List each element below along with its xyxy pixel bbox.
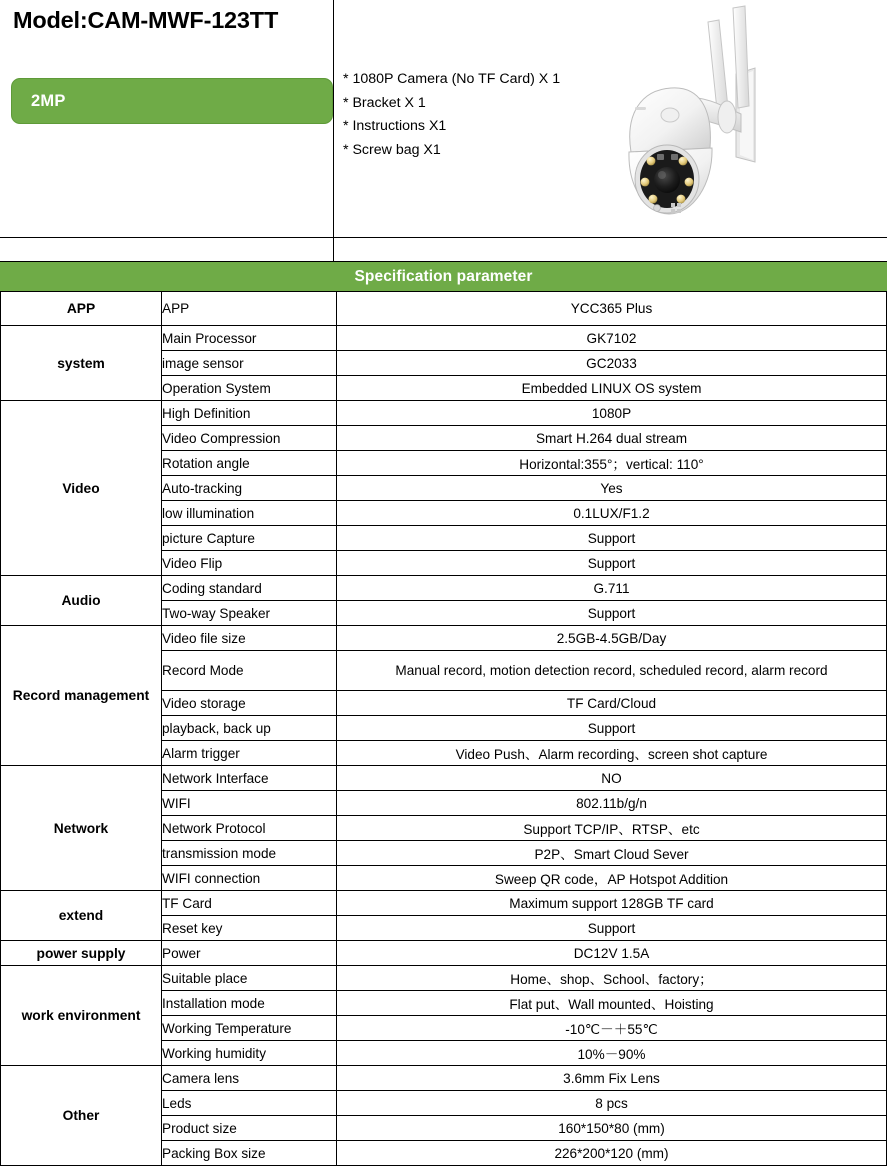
specification-table-body — [1, 292, 887, 1166]
param-label: Video Flip — [162, 551, 337, 576]
param-value: NO — [337, 766, 887, 791]
param-value: Support — [337, 716, 887, 741]
param-label: Power — [162, 941, 337, 966]
param-value: 226*200*120 (mm) — [337, 1141, 887, 1166]
param-label: Suitable place — [162, 966, 337, 991]
param-value: TF Card/Cloud — [337, 691, 887, 716]
param-label: Two-way Speaker — [162, 601, 337, 626]
header-left-panel — [0, 0, 334, 237]
table-row — [1, 941, 887, 966]
group-label: Other — [1, 1066, 162, 1166]
resolution-badge-label: 2MP — [31, 91, 66, 110]
specification-section-title: Specification parameter — [0, 262, 887, 291]
param-label: Main Processor — [162, 326, 337, 351]
param-value: Yes — [337, 476, 887, 501]
param-label: Camera lens — [162, 1066, 337, 1091]
param-value: 0.1LUX/F1.2 — [337, 501, 887, 526]
list-item: * Bracket X 1 — [343, 94, 426, 111]
param-value: Sweep QR code，AP Hotspot Addition — [337, 866, 887, 891]
param-value: 160*150*80 (mm) — [337, 1116, 887, 1141]
param-label: TF Card — [162, 891, 337, 916]
page-title: Model:CAM-MWF-123TT — [13, 7, 279, 33]
table-row — [1, 1066, 887, 1091]
param-label: Operation System — [162, 376, 337, 401]
table-row — [1, 891, 887, 916]
param-label: Product size — [162, 1116, 337, 1141]
table-row — [1, 766, 887, 791]
param-label: WIFI — [162, 791, 337, 816]
param-value: YCC365 Plus — [337, 292, 887, 326]
param-value: Support — [337, 601, 887, 626]
param-label: Working Temperature — [162, 1016, 337, 1041]
resolution-badge — [11, 78, 333, 124]
param-label: WIFI connection — [162, 866, 337, 891]
param-value: GC2033 — [337, 351, 887, 376]
param-label: picture Capture — [162, 526, 337, 551]
table-row — [1, 626, 887, 651]
param-label: Alarm trigger — [162, 741, 337, 766]
group-label: Record management — [1, 626, 162, 766]
table-row — [1, 966, 887, 991]
param-value: Manual record, motion detection record, scheduled record, alarm record — [337, 651, 887, 691]
list-item: * Screw bag X1 — [343, 141, 441, 158]
param-label: Video file size — [162, 626, 337, 651]
spacer-row — [0, 238, 887, 262]
param-value: 10%－90% — [337, 1041, 887, 1066]
group-label: Video — [1, 401, 162, 576]
table-row — [1, 401, 887, 426]
param-value: Flat put、Wall mounted、Hoisting — [337, 991, 887, 1016]
param-value: 1080P — [337, 401, 887, 426]
param-value: Smart H.264 dual stream — [337, 426, 887, 451]
group-label: power supply — [1, 941, 162, 966]
param-label: Reset key — [162, 916, 337, 941]
table-row — [1, 292, 887, 326]
camera-product-image — [595, 2, 865, 234]
group-label: system — [1, 326, 162, 401]
param-label: High Definition — [162, 401, 337, 426]
table-row — [1, 326, 887, 351]
specification-table — [0, 291, 887, 1166]
param-value: Support — [337, 916, 887, 941]
param-value: Horizontal:355°；vertical: 110° — [337, 451, 887, 476]
param-value: Support — [337, 551, 887, 576]
param-label: transmission mode — [162, 841, 337, 866]
list-item: * Instructions X1 — [343, 118, 447, 134]
package-contents-list — [343, 68, 560, 162]
group-label: APP — [1, 292, 162, 326]
group-label: work environment — [1, 966, 162, 1066]
param-label: Packing Box size — [162, 1141, 337, 1166]
param-value: 8 pcs — [337, 1091, 887, 1116]
param-value: Support TCP/IP、RTSP、etc — [337, 816, 887, 841]
param-value: Home、shop、School、factory； — [337, 966, 887, 991]
param-value: 2.5GB-4.5GB/Day — [337, 626, 887, 651]
param-value: 3.6mm Fix Lens — [337, 1066, 887, 1091]
param-value: Support — [337, 526, 887, 551]
param-label: Working humidity — [162, 1041, 337, 1066]
group-label: Audio — [1, 576, 162, 626]
header-block — [0, 0, 887, 238]
param-label: image sensor — [162, 351, 337, 376]
spacer-cell-left — [0, 238, 334, 261]
param-label: Coding standard — [162, 576, 337, 601]
table-row — [1, 576, 887, 601]
list-item: * 1080P Camera (No TF Card) X 1 — [343, 71, 561, 87]
header-right-panel — [334, 0, 887, 237]
param-label: Auto-tracking — [162, 476, 337, 501]
param-value: P2P、Smart Cloud Sever — [337, 841, 887, 866]
param-label: low illumination — [162, 501, 337, 526]
param-value: 802.11b/g/n — [337, 791, 887, 816]
group-label: Network — [1, 766, 162, 891]
param-label: Video storage — [162, 691, 337, 716]
param-value: GK7102 — [337, 326, 887, 351]
group-label: extend — [1, 891, 162, 941]
param-value: -10℃－＋55℃ — [337, 1016, 887, 1041]
param-label: Network Interface — [162, 766, 337, 791]
param-label: Rotation angle — [162, 451, 337, 476]
param-label: playback, back up — [162, 716, 337, 741]
param-value: Embedded LINUX OS system — [337, 376, 887, 401]
param-label: Video Compression — [162, 426, 337, 451]
param-value: Video Push、Alarm recording、screen shot capture — [337, 741, 887, 766]
param-label: Record Mode — [162, 651, 337, 691]
param-label: Network Protocol — [162, 816, 337, 841]
param-value: G.711 — [337, 576, 887, 601]
param-value: DC12V 1.5A — [337, 941, 887, 966]
param-value: Maximum support 128GB TF card — [337, 891, 887, 916]
param-label: Installation mode — [162, 991, 337, 1016]
param-label: APP — [162, 292, 337, 326]
spacer-cell-right — [334, 238, 887, 261]
param-label: Leds — [162, 1091, 337, 1116]
